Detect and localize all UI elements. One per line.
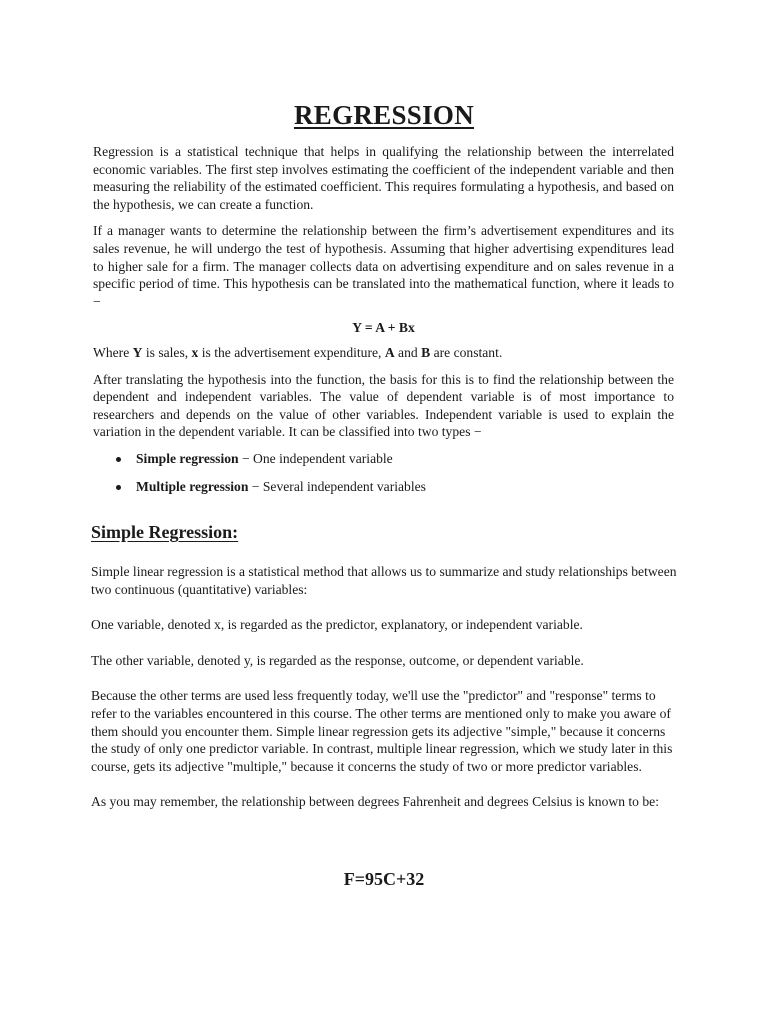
page-title: REGRESSION <box>293 100 475 130</box>
simple-paragraph-2: One variable, denoted x, is regarded as the predictor, explanatory, or independent variable. <box>91 617 583 633</box>
simple-paragraph-5: As you may remember, the relationship between degrees Fahrenheit and degrees Celsius is known to be: <box>91 794 659 810</box>
where-var-a: A <box>384 344 395 360</box>
where-text-4: and <box>394 344 422 360</box>
where-var-x: x <box>191 344 199 360</box>
temperature-formula: F=95C+32 <box>343 869 425 889</box>
intro-section <box>93 143 674 506</box>
bullet-icon <box>116 457 121 462</box>
list-item-term: Simple regression <box>136 450 239 466</box>
where-text-2: is sales, <box>142 344 192 360</box>
list-item-desc: − One independent variable <box>238 450 393 466</box>
variable-definition <box>93 344 674 362</box>
list-item-term: Multiple regression <box>136 478 249 494</box>
list-item <box>93 450 674 478</box>
simple-paragraph-1: Simple linear regression is a statistical method that allows us to summarize and study relationships between two continuous (quantitative) variables: <box>91 564 677 597</box>
regression-equation: Y = A + Bx <box>352 320 415 336</box>
where-var-b: B <box>421 344 431 360</box>
simple-paragraph-3: The other variable, denoted y, is regarded as the response, outcome, or dependent variable. <box>91 652 584 668</box>
simple-regression-section <box>91 563 681 829</box>
bullet-icon <box>116 485 121 490</box>
regression-types-list <box>93 450 674 506</box>
where-text-5: are constant. <box>430 344 503 360</box>
where-text-1: Where <box>93 344 133 360</box>
intro-paragraph-3: After translating the hypothesis into the function, the basis for this is to find the relationship between the dependent and independent variables. The value of dependent variable is of most importance to researchers and depends on the value of other variables. Independent variable is used to explain the variation in the dependent variable. It can be classified into two types − <box>93 371 674 440</box>
list-item-desc: − Several independent variables <box>248 478 426 494</box>
where-text-3: is the advertisement expenditure, <box>198 344 385 360</box>
intro-paragraph-1: Regression is a statistical technique that helps in qualifying the relationship between the interrelated economic variables. The first step involves estimating the coefficient of the independent variable and then measuring the reliability of the estimated coefficient. This requires formulating a hypothesis, and based on the hypothesis, we can create a function. <box>93 144 674 212</box>
intro-paragraph-2: If a manager wants to determine the relationship between the firm’s advertisement expenditures and its sales revenue, he will undergo the test of hypothesis. Assuming that higher advertising expenditures lead to higher sale for a firm. The manager collects data on advertising expenditure and on sales revenue in a specific period of time. This hypothesis can be translated into the mathematical function, where it leads to − <box>93 223 674 309</box>
section-heading: Simple Regression: <box>91 522 239 542</box>
simple-paragraph-4: Because the other terms are used less frequently today, we'll use the "predictor" and "response" terms to refer to the variables encountered in this course. The other terms are mentioned only to make you aware of them should you encounter them. Simple linear regression gets its adjective "simple," because it concerns the study of only one predictor variable. In contrast, multiple linear regression, which we study later in this course, gets its adjective "multiple," because it concerns the study of two or more predictor variables. <box>91 688 673 774</box>
where-var-y: Y <box>132 344 143 360</box>
list-item <box>93 478 674 506</box>
